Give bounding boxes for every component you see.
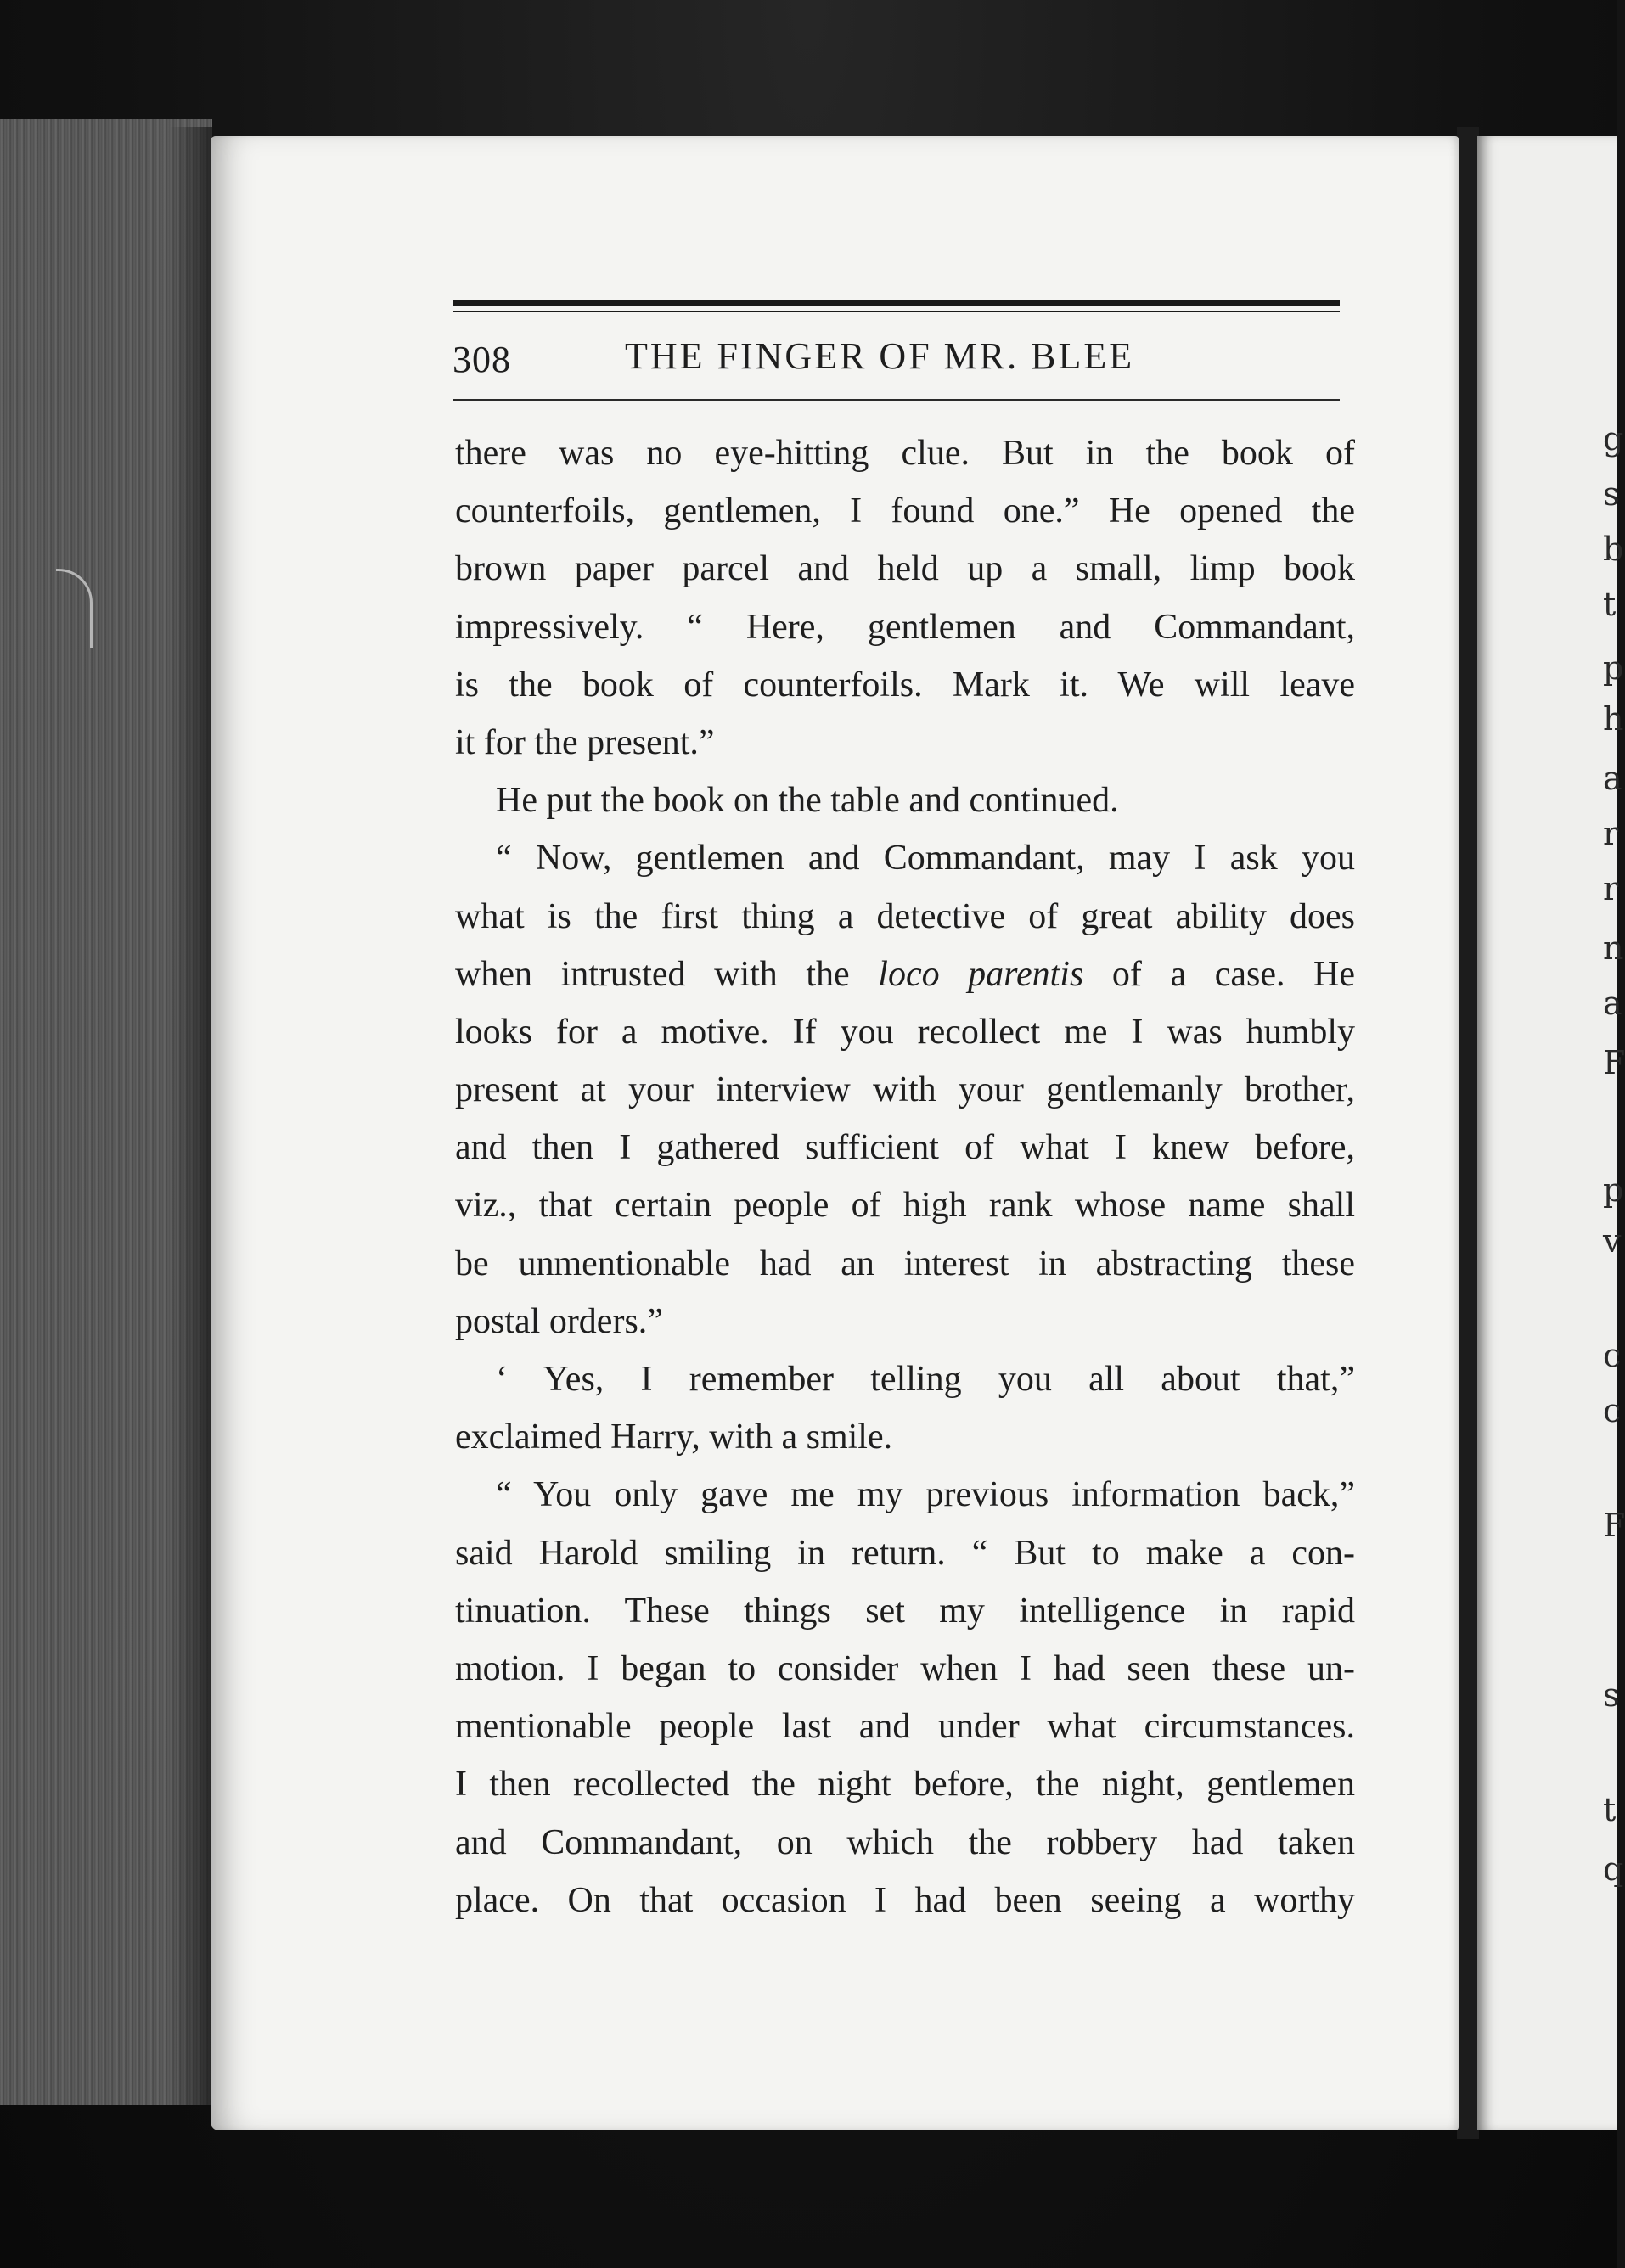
text-line: He put the book on the table and continued.: [496, 781, 1119, 821]
text-line: there was no eye-hitting clue. But in the book of: [455, 434, 1355, 473]
facing-letter: F: [1603, 1507, 1625, 1544]
text-line: tinuation. These things set my intelligence in rapid: [455, 1591, 1355, 1631]
facing-letter: t: [1603, 1791, 1617, 1828]
book-gutter: [1457, 127, 1479, 2139]
text-line: place. On that occasion I had been seeing a worthy: [455, 1880, 1355, 1920]
header-rule-thin: [453, 311, 1340, 312]
facing-letter: a: [1603, 760, 1622, 797]
facing-letter: c: [1603, 1337, 1622, 1374]
text-line: and Commandant, on which the robbery had taken: [455, 1822, 1355, 1862]
facing-letter: q: [1603, 1850, 1624, 1888]
facing-letter: b: [1603, 531, 1624, 568]
facing-letter: p: [1603, 649, 1624, 687]
text-line: postal orders.”: [455, 1301, 663, 1341]
facing-letter: s: [1603, 1676, 1620, 1714]
facing-letter: r: [1603, 870, 1619, 907]
text-line: ‘ Yes, I remember telling you all about that,”: [496, 1360, 1355, 1399]
facing-letter: g: [1603, 420, 1624, 458]
text-segment: of a case. He: [1111, 954, 1356, 994]
facing-letter: r: [1603, 815, 1619, 852]
facing-letter: F: [1603, 1044, 1625, 1081]
text-line: be unmentionable had an interest in abstracting these: [455, 1243, 1355, 1283]
text-line: counterfoils, gentlemen, I found one.” He opened the: [455, 491, 1355, 531]
body-text: [455, 424, 1355, 1929]
text-segment: when intrusted with the: [455, 954, 850, 994]
text-line: and then I gathered sufficient of what I knew before,: [455, 1128, 1355, 1168]
header-rule-thick: [453, 300, 1340, 306]
facing-letter: s: [1603, 475, 1620, 513]
text-line: brown paper parcel and held up a small, limp book: [455, 549, 1355, 589]
running-title: THE FINGER OF MR. BLEE: [625, 335, 1135, 377]
facing-letter: p: [1603, 1171, 1624, 1209]
text-line: present at your interview with your gentlemanly brother,: [455, 1070, 1355, 1110]
text-line: motion. I began to consider when I had seen these un-: [455, 1648, 1355, 1688]
facing-letter: h: [1603, 700, 1624, 738]
text-line: is the book of counterfoils. Mark it. We will leave: [455, 665, 1355, 705]
text-line: “ You only gave me my previous information back,”: [496, 1475, 1355, 1515]
text-line: viz., that certain people of high rank whose name shall: [455, 1186, 1355, 1226]
facing-letter: v: [1603, 1222, 1622, 1260]
text-line: what is the first thing a detective of great ability does: [455, 896, 1355, 936]
text-line: said Harold smiling in return. “ But to make a con-: [455, 1533, 1355, 1573]
text-line: mentionable people last and under what circumstances.: [455, 1707, 1355, 1747]
header-rule-bottom: [453, 399, 1340, 401]
facing-page: [1477, 136, 1617, 2130]
text-line: impressively. “ Here, gentlemen and Commandant,: [455, 607, 1355, 647]
text-line: I then recollected the night before, the night, gentlemen: [455, 1765, 1355, 1805]
italic-phrase: loco parentis: [878, 954, 1084, 994]
page-number: 308: [453, 339, 511, 380]
running-head: [453, 331, 1340, 390]
text-line: “ Now, gentlemen and Commandant, may I ask you: [496, 839, 1355, 879]
text-line: looks for a motive. If you recollect me I was humbly: [455, 1012, 1355, 1052]
facing-page-letters: [1603, 0, 1625, 2268]
text-line-mixed: [455, 946, 1355, 1003]
facing-letter: n: [1603, 929, 1624, 967]
facing-letter: a: [1603, 985, 1622, 1022]
text-line: it for the present.”: [455, 722, 715, 762]
facing-letter: t: [1603, 586, 1617, 623]
facing-letter: c: [1603, 1392, 1622, 1429]
text-line: exclaimed Harry, with a smile.: [455, 1418, 893, 1457]
